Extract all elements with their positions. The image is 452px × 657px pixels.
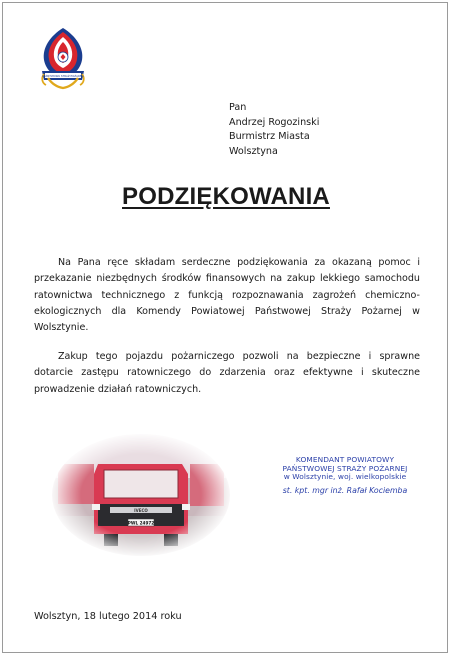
fire-service-emblem-icon (36, 26, 90, 90)
license-plate: PWL 24972 (127, 520, 155, 526)
recipient-city: Wolsztyna (229, 145, 278, 157)
truck-brand-label: IVECO (134, 508, 148, 513)
recipient-name: Andrzej Rogozinski (229, 116, 320, 128)
body-paragraph-2: Zakup tego pojazdu pożarniczego pozwoli na bezpieczne i sprawne dotarcie zastępu ratowniczego do zdarzenia oraz efektywne i skuteczne prowadzenie działań ratowniczych. (34, 351, 420, 395)
signature-name: st. kpt. mgr inż. Rafał Kociemba (282, 485, 408, 495)
recipient-address (229, 101, 319, 159)
stamp-line-2: PAŃSTWOWEJ STRAŻY POŻARNEJ (282, 463, 408, 473)
recipient-salutation: Pan (229, 102, 247, 113)
place-and-date: Wolsztyn, 18 lutego 2014 roku (34, 611, 182, 622)
letter-title: PODZIĘKOWANIA (122, 183, 330, 210)
stamp-line-1: KOMENDANT POWIATOWY (295, 455, 395, 464)
emblem-band-text: PAŃSTWOWA STRAŻ POŻARNA (42, 74, 84, 78)
stamp-line-3: w Wolsztynie, woj. wielkopolskie (283, 472, 407, 482)
recipient-position: Burmistrz Miasta (229, 131, 310, 143)
body-paragraph-1: Na Pana ręce składam serdeczne podziękowania za okazaną pomoc i przekazanie niezbędnych środków finansowych na zakup lekkiego samochodu ratownictwa technicznego z funkcją rozpoznawania zagrożeń chemiczno-ekologicznych dla Komendy Powiatowej Państwowej Straży Pożarnej w Wolsztynie. (34, 257, 420, 334)
fire-truck-photo (52, 434, 230, 556)
official-stamp (270, 456, 420, 495)
